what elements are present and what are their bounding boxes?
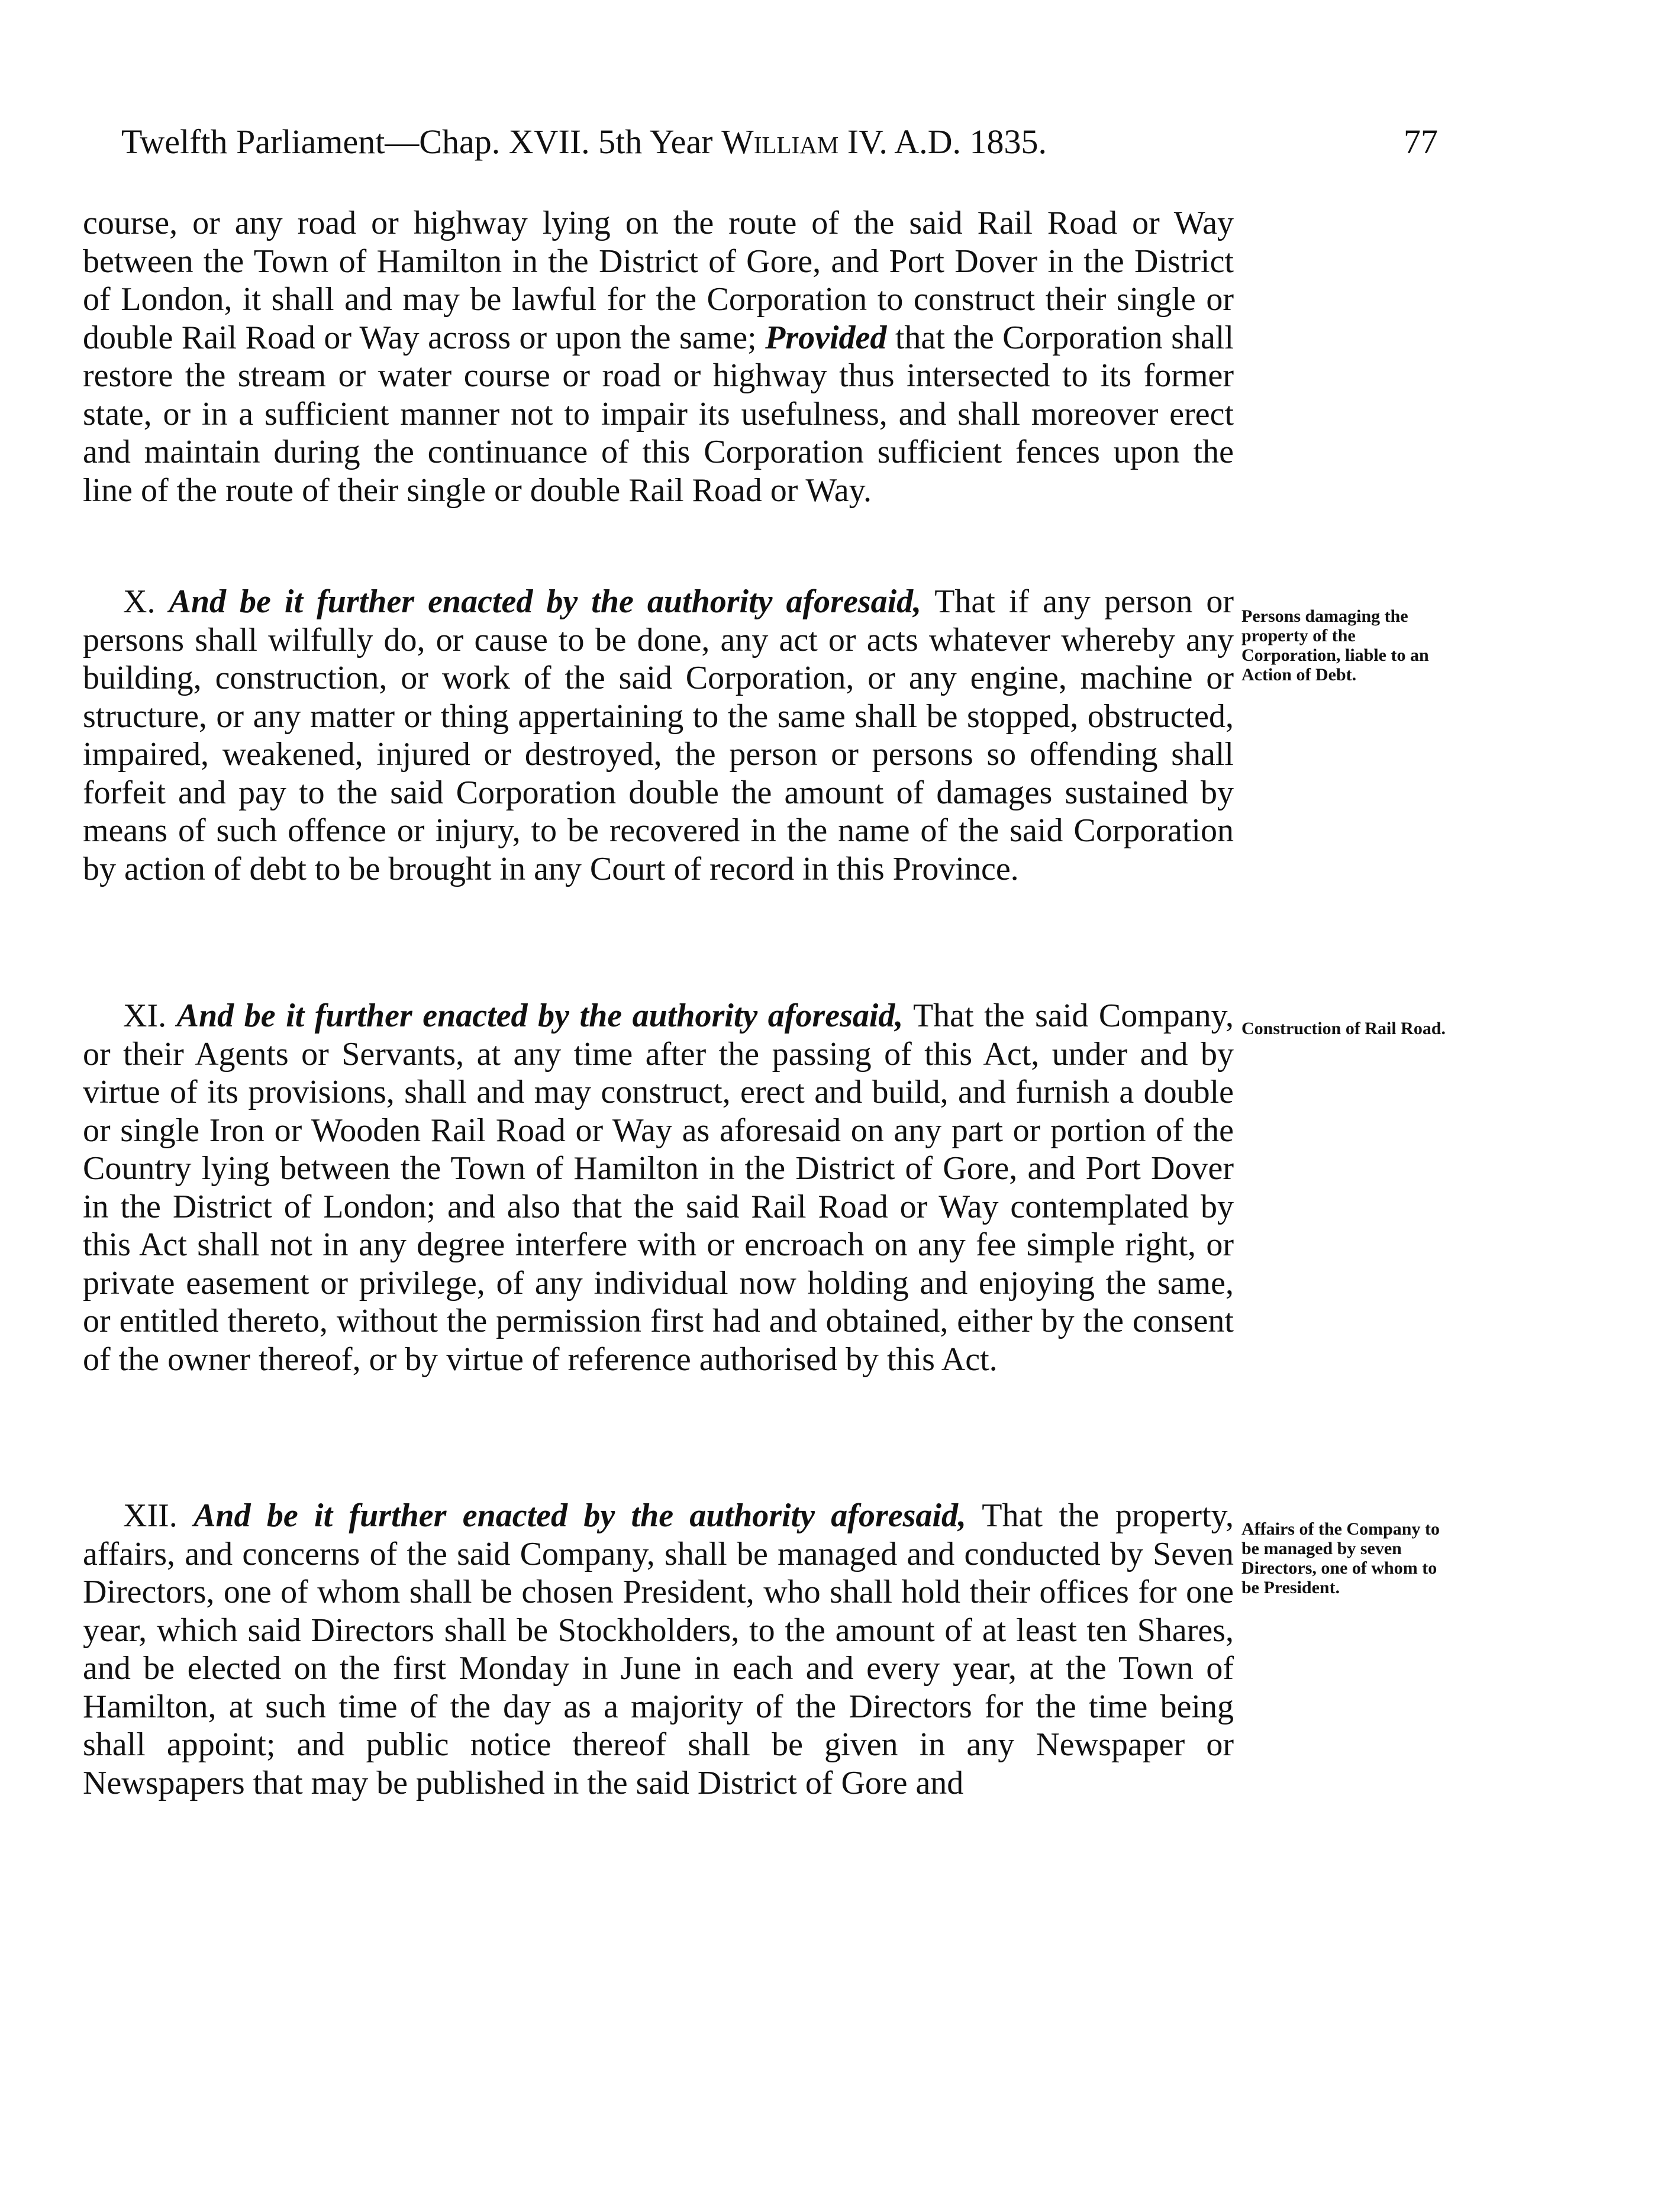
- proviso-word: Provided: [765, 319, 887, 356]
- paragraph-text: that the Corporation shall restore the stream or water course or road or highway thus intersected to its former state, or in a sufficient manner not to impair its usefulness, and shall moreover erect and maintain during the continuance of this Corporation sufficient fences upon the line of the route of their single or double Rail Road or Way.: [83, 319, 1234, 509]
- paragraph-text: course, or any road or highway lying on the route of the said Rail Road or Way between the Town of Hamilton in the District of Gore, and Port Dover in the District of London, it shall and may be lawful for the Corporation to construct their single or double Rail Road or Way across or upon the same;: [83, 205, 1234, 356]
- marginal-note-section-xii: Affairs of the Company to be managed by seven Directors, one of whom to be President.: [1241, 1519, 1440, 1597]
- header-title: [121, 121, 1047, 163]
- enacting-formula: And be it further enacted by the authority aforesaid,: [169, 583, 922, 620]
- running-header: [121, 121, 1438, 163]
- marginal-note-section-xi: Construction of Rail Road.: [1241, 1019, 1446, 1038]
- header-title-part-1: Twelfth Parliament—Chap. XVII. 5th Year: [121, 122, 721, 161]
- section-text: That the property, affairs, and concerns of the said Company, shall be managed and conducted by Seven Directors, one of whom shall be chosen President, who shall hold their offices for one year, which said Directors shall be Stockholders, to the amount of at least ten Shares, and be elected on the first Monday in June in each and every year, at the Town of Hamilton, at such time of the day as a majority of the Directors for the time being shall appoint; and public notice thereof shall be given in any Newspaper or Newspapers that may be published in the said District of Gore and: [83, 1497, 1234, 1801]
- section-xi: [83, 997, 1234, 1378]
- section-number: XI.: [123, 997, 167, 1034]
- section-number: X.: [123, 583, 156, 620]
- enacting-formula: And be it further enacted by the authority aforesaid,: [176, 997, 904, 1034]
- header-title-monarch: William: [721, 122, 839, 161]
- section-text: That the said Company, or their Agents or Servants, at any time after the passing of this Act, under and by virtue of its provisions, shall and may construct, erect and build, and furnish a double or single Iron or Wooden Rail Road or Way as aforesaid on any part or portion of the Country lying between the Town of Hamilton in the District of Gore, and Port Dover in the District of London; and also that the said Rail Road or Way contemplated by this Act shall not in any degree interfere with or encroach on any fee simple right, or private easement or privilege, of any individual now holding and enjoying the same, or entitled thereto, without the permission first had and obtained, either by the consent of the owner thereof, or by virtue of reference authorised by this Act.: [83, 997, 1234, 1378]
- page-number: 77: [1404, 122, 1438, 161]
- section-number: XII.: [123, 1497, 178, 1534]
- section-text: That if any person or persons shall wilfully do, or cause to be done, any act or acts whatever whereby any building, construction, or work of the said Corporation, or any engine, machine or structure, or any matter or thing appertaining to the same shall be stopped, obstructed, impaired, weakened, injured or destroyed, the person or persons so offending shall forfeit and pay to the said Corporation double the amount of damages sustained by means of such offence or injury, to be recovered in the name of the said Corporation by action of debt to be brought in any Court of record in this Province.: [83, 583, 1234, 887]
- paragraph-continuation: [83, 204, 1234, 509]
- header-title-part-2: IV. A.D. 1835.: [838, 122, 1047, 161]
- section-x: [83, 583, 1234, 888]
- section-xii: [83, 1497, 1234, 1802]
- marginal-note-section-x: Persons damaging the property of the Corporation, liable to an Action of Debt.: [1241, 606, 1429, 684]
- enacting-formula: And be it further enacted by the authority aforesaid,: [193, 1497, 966, 1534]
